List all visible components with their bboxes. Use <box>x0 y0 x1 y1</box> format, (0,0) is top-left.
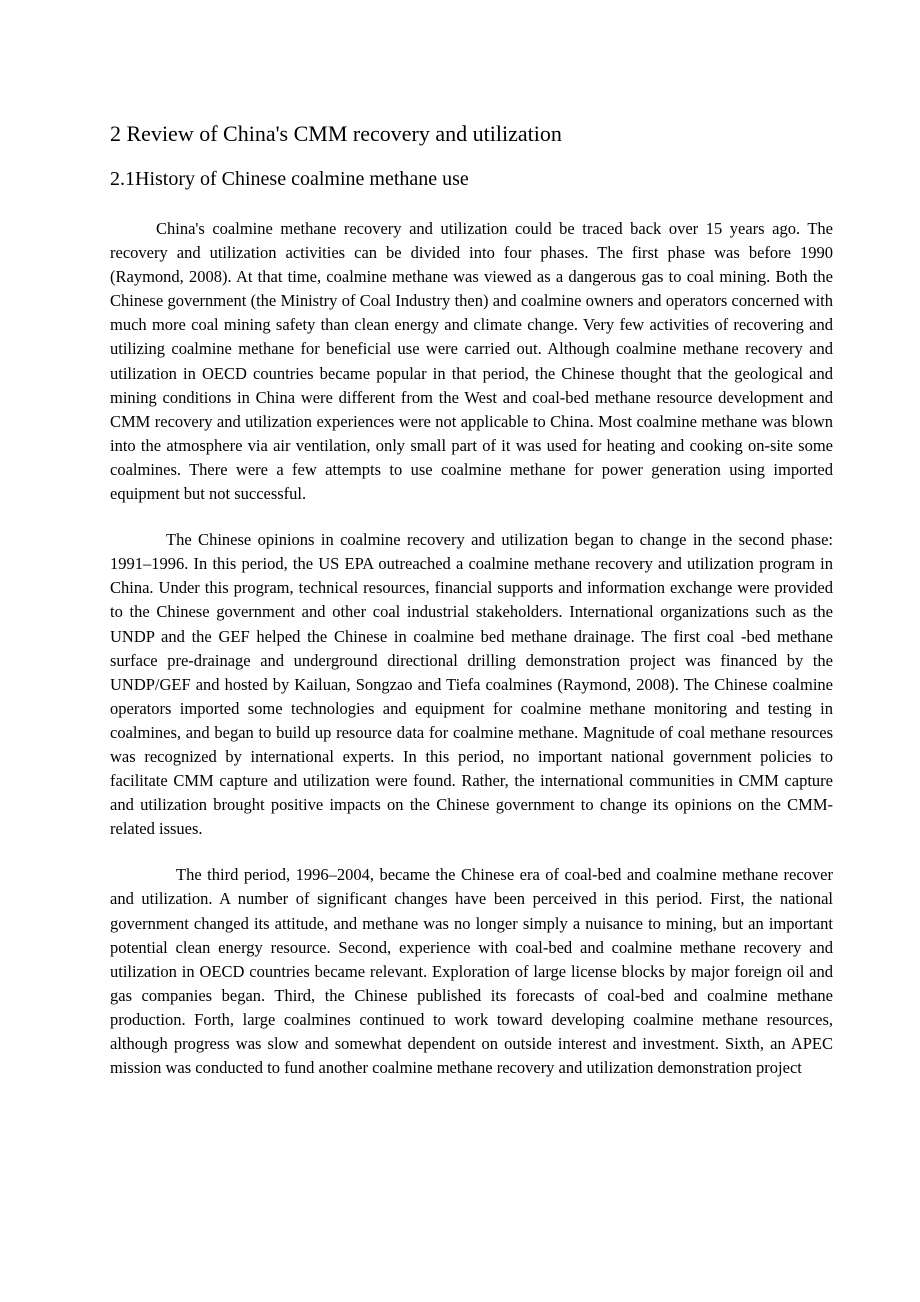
paragraph-phase-two: The Chinese opinions in coalmine recovery and utilization began to change in the second phase: 1991–1996. In this period, the US EPA outreached a coalmine methane recovery and utilization program in China. Under this program, technical resources, financial supports and information exchange were provided to the Chinese government and other coal industrial stakeholders. International organizations such as the UNDP and the GEF helped the Chinese in coalmine bed methane drainage. The first coal -bed methane surface pre-drainage and underground directional drilling demonstration project was financed by the UNDP/GEF and hosted by Kailuan, Songzao and Tiefa coalmines (Raymond, 2008). The Chinese coalmine operators imported some technologies and equipment for coalmine methane monitoring and testing in coalmines, and began to build up resource data for coalmine methane. Magnitude of coal methane resources was recognized by international experts. In this period, no important national government policies to facilitate CMM capture and utilization were found. Rather, the international communities in CMM capture and utilization brought positive impacts on the Chinese government to change its opinions on the CMM-related issues. <box>110 530 833 839</box>
subsection-heading: 2.1History of Chinese coalmine methane use <box>110 168 469 190</box>
page-content <box>110 118 833 1080</box>
paragraph-phase-three: The third period, 1996–2004, became the Chinese era of coal-bed and coalmine methane recover and utilization. A number of significant changes have been perceived in this period. First, the national government changed its attitude, and methane was no longer simply a nuisance to mining, but an important potential clean energy resource. Second, experience with coal-bed and coalmine methane recovery and utilization in OECD countries became relevant. Exploration of large license blocks by major foreign oil and gas companies began. Third, the Chinese published its forecasts of coal-bed and coalmine methane production. Forth, large coalmines continued to work toward developing coalmine methane resources, although progress was slow and somewhat dependent on outside interest and investment. Sixth, an APEC mission was conducted to fund another coalmine methane recovery and utilization demonstration project <box>110 865 833 1078</box>
paragraph-phase-one: China's coalmine methane recovery and utilization could be traced back over 15 years ago. The recovery and utilization activities can be divided into four phases. The first phase was before 1990 (Raymond, 2008). At that time, coalmine methane was viewed as a dangerous gas to coal mining. Both the Chinese government (the Ministry of Coal Industry then) and coalmine owners and operators concerned with much more coal mining safety than clean energy and climate change. Very few activities of recovering and utilizing coalmine methane for beneficial use were carried out. Although coalmine methane recovery and utilization in OECD countries became popular in that period, the Chinese thought that the geological and mining conditions in China were different from the West and coal-bed methane resource development and CMM recovery and utilization experiences were not applicable to China. Most coalmine methane was blown into the atmosphere via air ventilation, only small part of it was used for heating and cooking on-site some coalmines. There were a few attempts to use coalmine methane for power generation using imported equipment but not successful. <box>110 219 833 504</box>
section-heading: 2 Review of China's CMM recovery and utilization <box>110 121 562 146</box>
